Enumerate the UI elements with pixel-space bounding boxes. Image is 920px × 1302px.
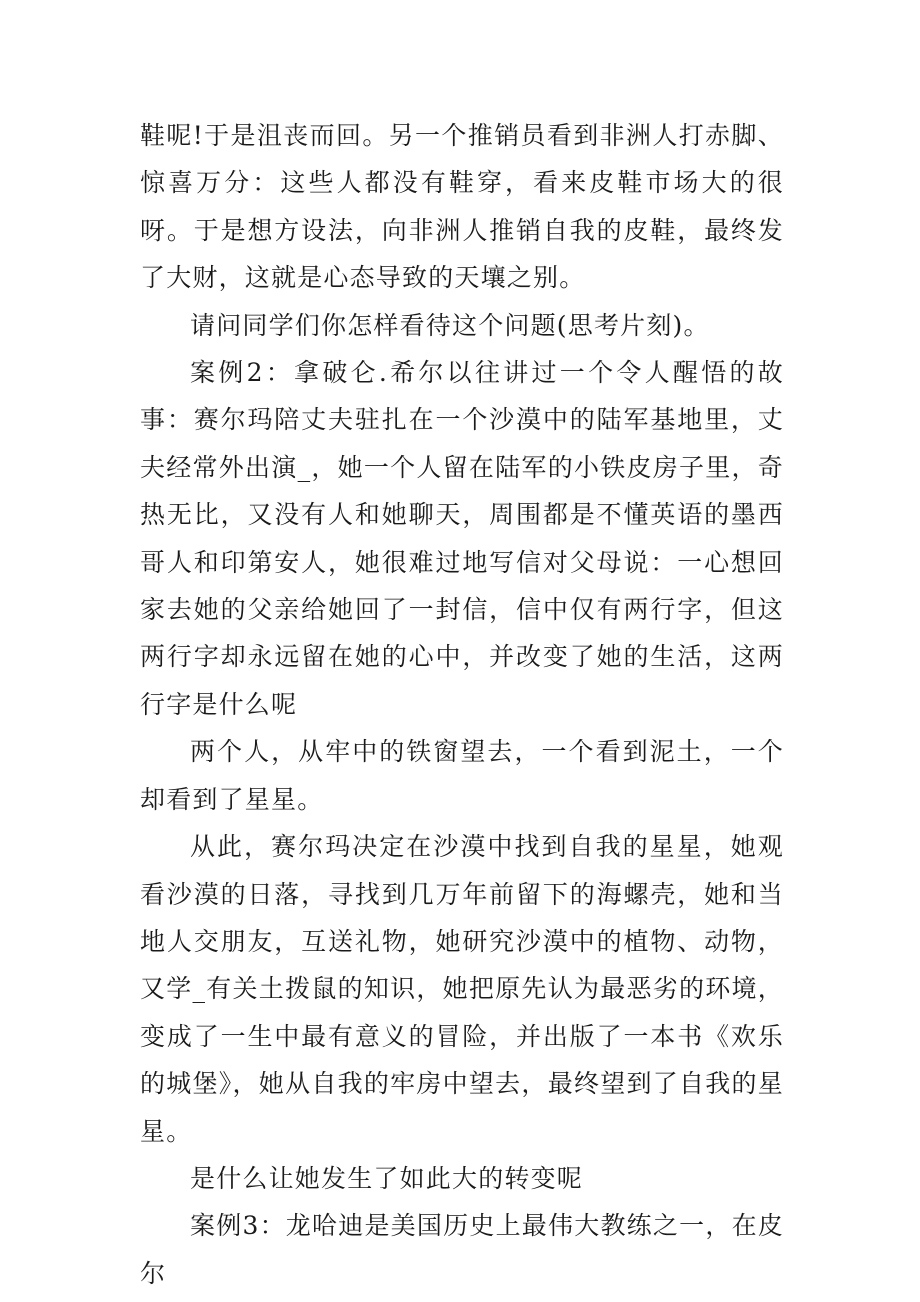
paragraph-1: 鞋呢!于是沮丧而回。另一个推销员看到非洲人打赤脚、惊喜万分：这些人都没有鞋穿，看来皮鞋市场大的很呀。于是想方设法，向非洲人推销自我的皮鞋，最终发了大财，这就是心态导致的天壤之别。 — [140, 121, 784, 293]
paragraph-2: 请问同学们你怎样看待这个问题(思考片刻)。 — [190, 310, 710, 340]
document-page — [140, 112, 784, 1297]
paragraph-5: 从此，赛尔玛决定在沙漠中找到自我的星星，她观看沙漠的日落，寻找到几万年前留下的海螺壳，她和当地人交朋友，互送礼物，她研究沙漠中的植物、动物，又学_有关土拨鼠的知识，她把原先认为最恶劣的环境，变成了一生中最有意义的冒险，并出版了一本书《欢乐的城堡》，她从自我的牢房中望去，最终望到了自我的星星。 — [140, 832, 784, 1146]
paragraph-4: 两个人，从牢中的铁窗望去，一个看到泥土，一个却看到了星星。 — [140, 737, 784, 814]
paragraph-3: 案例2：拿破仑.希尔以往讲过一个令人醒悟的故事：赛尔玛陪丈夫驻扎在一个沙漠中的陆军基地里，丈夫经常外出演_，她一个人留在陆军的小铁皮房子里，奇热无比，又没有人和她聊天，周围都是不懂英语的墨西哥人和印第安人，她很难过地写信对父母说：一心想回家去她的父亲给她回了一封信，信中仅有两行字，但这两行字却永远留在她的心中，并改变了她的生活，这两行字是什么呢 — [140, 358, 784, 719]
paragraph-7: 案例3：龙哈迪是美国历史上最伟大教练之一，在皮尔 — [140, 1211, 784, 1288]
paragraph-6: 是什么让她发生了如此大的转变呢 — [190, 1163, 584, 1193]
